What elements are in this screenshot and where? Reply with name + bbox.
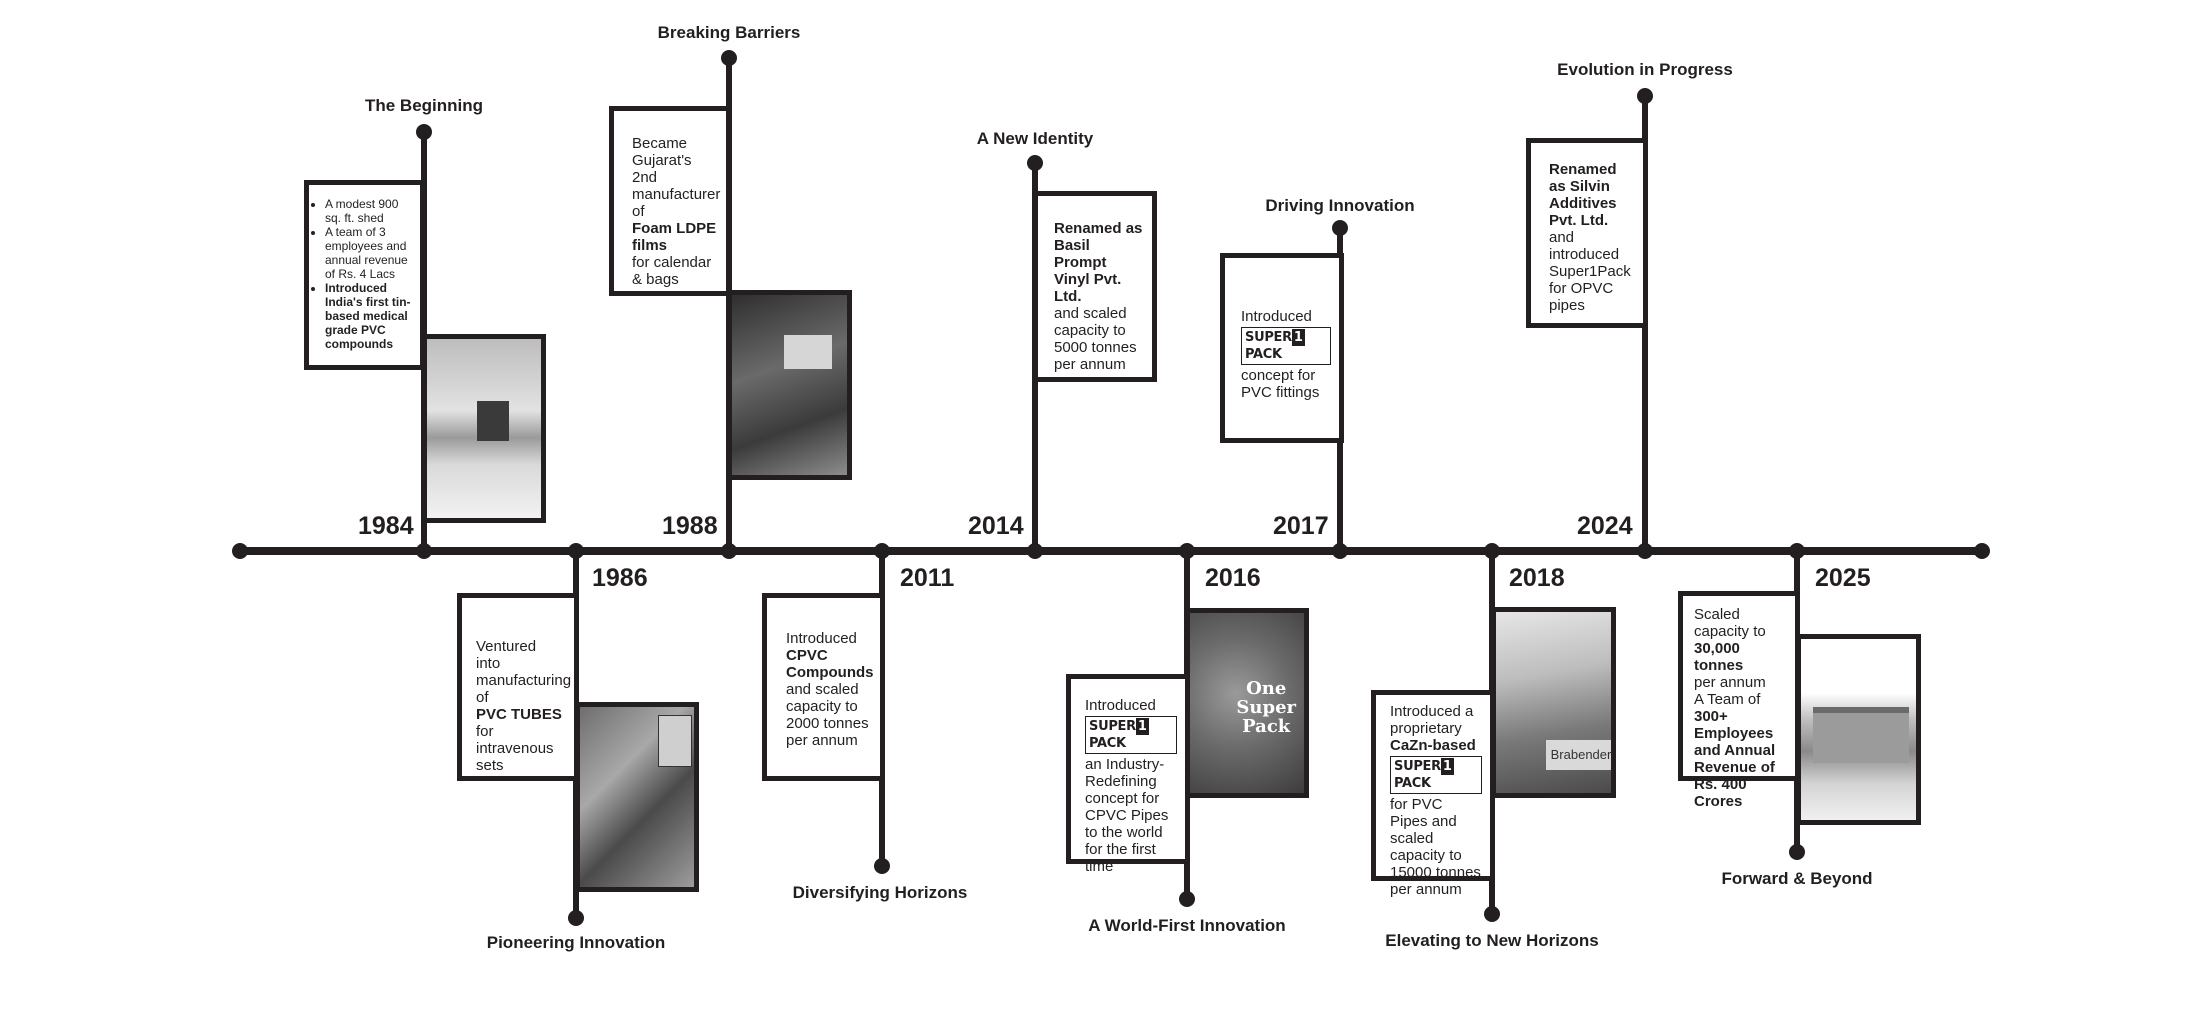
text-line: and scaled capacity to 2000 tonnes per annum xyxy=(786,681,869,749)
photo-2025-facility xyxy=(1796,634,1921,825)
title-1984: The Beginning xyxy=(364,96,484,115)
title-2024: Evolution in Progress xyxy=(1557,60,1733,79)
text-box-1984 xyxy=(304,180,425,370)
year-2011: 2011 xyxy=(900,564,955,592)
machine-panel xyxy=(658,715,692,767)
photo-1988-factory xyxy=(727,290,852,480)
machine-display xyxy=(784,335,832,369)
year-1986: 1986 xyxy=(592,564,648,592)
year-2018: 2018 xyxy=(1509,564,1565,592)
title-2011: Diversifying Horizons xyxy=(792,883,968,902)
title-1986: Pioneering Innovation xyxy=(486,933,666,952)
text-line: concept for PVC fittings xyxy=(1241,367,1320,401)
text-line: Introduced xyxy=(786,630,857,647)
text-emphasis: 300+ Employees and Annual Revenue of Rs. 400 Crores xyxy=(1694,708,1776,810)
text-emphasis: CPVC Compounds xyxy=(786,647,874,681)
text-box-1988 xyxy=(609,106,731,296)
axis-end-dot xyxy=(1974,543,1990,559)
one-super-pack-caption: One Super Pack xyxy=(1236,678,1296,737)
text-box-1986 xyxy=(457,593,579,781)
title-2014: A New Identity xyxy=(976,129,1094,148)
photo-1984-shed xyxy=(422,334,546,523)
title-2017: Driving Innovation xyxy=(1265,196,1415,215)
text-line: Ventured into manufacturing of xyxy=(476,638,572,706)
text-line: for PVC Pipes and scaled capacity to 15000 tonnes per annum xyxy=(1390,796,1481,898)
year-2024: 2024 xyxy=(1577,512,1633,540)
text-line: and scaled capacity to 5000 tonnes per annum xyxy=(1054,305,1137,373)
text-line: and introduced Super1Pack for OPVC pipes xyxy=(1549,229,1631,314)
text-line: per annum xyxy=(1694,674,1766,691)
text-box-2011 xyxy=(762,593,885,781)
super1pack-logo: SUPER 1PACK xyxy=(1390,756,1482,794)
text-emphasis: Renamed as Basil Prompt Vinyl Pvt. Ltd. xyxy=(1054,220,1143,305)
facility-building xyxy=(1813,707,1909,763)
text-box-2024 xyxy=(1526,138,1648,328)
text-line: an Industry-Redefining concept for CPVC Pipes to the world for the first time xyxy=(1085,756,1169,875)
shed-door xyxy=(477,401,509,441)
year-2014: 2014 xyxy=(968,512,1024,540)
text-emphasis: Foam LDPE films xyxy=(632,220,717,254)
bullet-item: • A team of 3 employees and annual revenue of Rs. 4 Lacs xyxy=(325,225,414,281)
brabender-label: Brabender xyxy=(1546,740,1616,770)
bullet-item: • A modest 900 sq. ft. shed xyxy=(325,197,414,225)
axis-start-dot xyxy=(232,543,248,559)
photo-2018-lab xyxy=(1491,607,1616,798)
text-box-2025 xyxy=(1678,591,1800,810)
photo-2016-one-super-pack xyxy=(1185,608,1309,798)
super1pack-logo: SUPER 1PACK xyxy=(1085,716,1177,754)
title-2025: Forward & Beyond xyxy=(1721,869,1873,888)
text-emphasis: CaZn-based xyxy=(1390,737,1476,754)
year-2025: 2025 xyxy=(1815,564,1871,592)
text-line: Introduced xyxy=(1085,697,1156,714)
year-2016: 2016 xyxy=(1205,564,1261,592)
text-line: Introduced xyxy=(1241,308,1312,325)
text-line: Introduced a proprietary xyxy=(1390,703,1474,737)
text-box-2018 xyxy=(1371,690,1495,898)
title-2016: A World-First Innovation xyxy=(1088,916,1286,935)
year-2017: 2017 xyxy=(1273,512,1329,540)
text-box-2016 xyxy=(1066,674,1190,875)
year-1984: 1984 xyxy=(358,512,414,540)
photo-1986-machinery xyxy=(575,702,699,892)
title-1988: Breaking Barriers xyxy=(657,23,801,42)
text-line: Scaled capacity to xyxy=(1694,606,1766,640)
super1pack-logo: SUPER 1PACK xyxy=(1241,327,1331,365)
text-emphasis: PVC TUBES xyxy=(476,706,562,723)
text-line: for intravenous sets xyxy=(476,723,554,774)
text-line: A Team of xyxy=(1694,691,1761,708)
bullet-item: • Introduced India's first tin-based medical grade PVC compounds xyxy=(325,281,414,351)
title-2018: Elevating to New Horizons xyxy=(1385,931,1599,950)
text-emphasis: 30,000 tonnes xyxy=(1694,640,1744,674)
text-line: for calendar & bags xyxy=(632,254,712,288)
text-emphasis: Renamed as Silvin Additives Pvt. Ltd. xyxy=(1549,161,1617,229)
text-box-2017 xyxy=(1220,253,1344,443)
text-box-2014 xyxy=(1033,191,1157,382)
text-line: Became Gujarat's 2nd manufacturer of xyxy=(632,135,721,220)
year-1988: 1988 xyxy=(662,512,718,540)
